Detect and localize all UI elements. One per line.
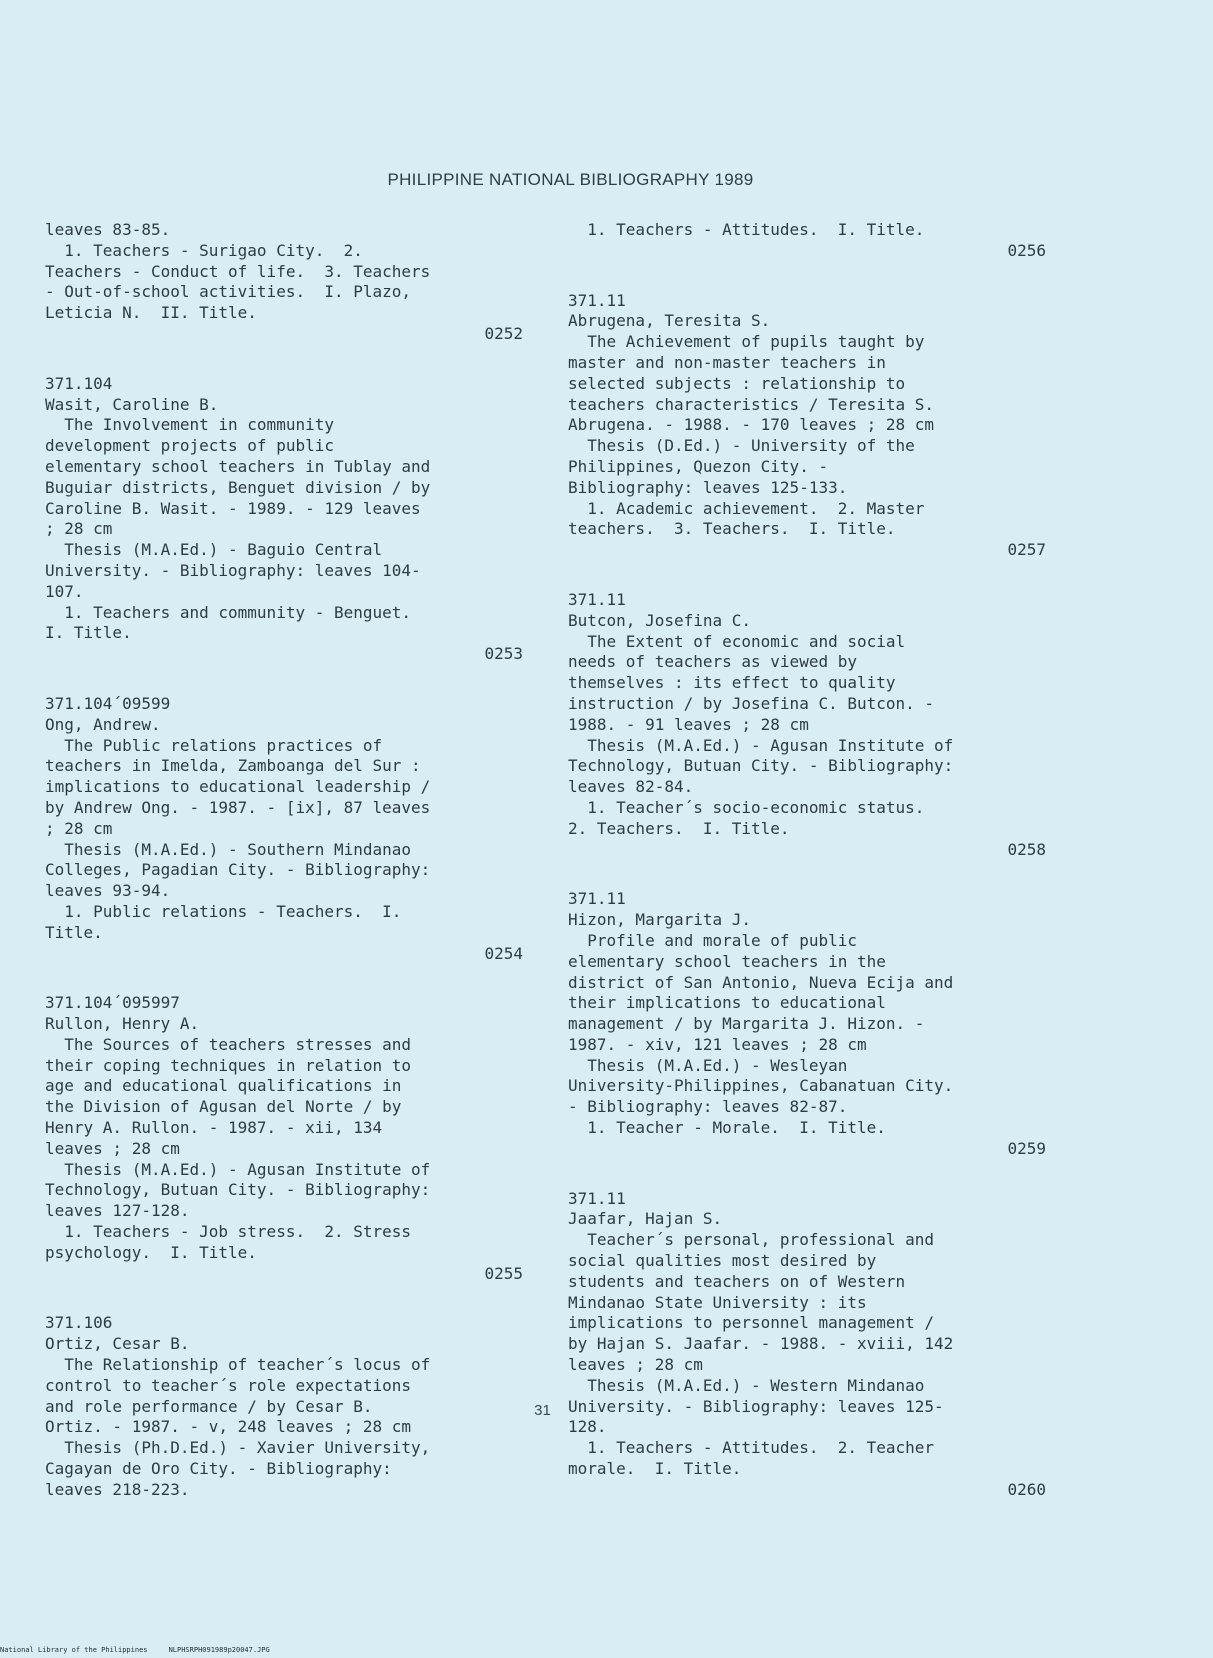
entry-line: elementary school teachers in the bbox=[568, 951, 886, 971]
entry-line: 371.11 bbox=[568, 589, 626, 609]
entry-line: 107. bbox=[45, 581, 84, 601]
entry-line: 1. Teachers - Attitudes. I. Title. bbox=[568, 220, 925, 239]
bibliography-entry bbox=[45, 220, 523, 345]
entry-line: 371.11 bbox=[568, 889, 626, 909]
bibliography-entry bbox=[45, 374, 523, 665]
entry-number: 0254 bbox=[484, 943, 523, 963]
entry-line: Bibliography: leaves 125-133. bbox=[568, 477, 848, 497]
entry-line: Thesis (M.A.Ed.) - Agusan Institute of bbox=[45, 1159, 431, 1179]
entry-line: - Out-of-school activities. I. Plazo, bbox=[45, 282, 412, 302]
entry-line: leaves 127-128. bbox=[45, 1201, 190, 1221]
entry-line: Rullon, Henry A. bbox=[45, 1014, 200, 1034]
entry-line: I. Title. bbox=[45, 623, 132, 643]
entry-line: the Division of Agusan del Norte / by bbox=[45, 1097, 402, 1117]
entry-line: 2. Teachers. I. Title. bbox=[568, 818, 790, 838]
entry-line: Ortiz. - 1987. - v, 248 leaves ; 28 cm bbox=[45, 1417, 412, 1437]
entry-line: and role performance / by Cesar B. bbox=[45, 1396, 373, 1416]
bibliography-entry bbox=[45, 694, 523, 964]
entry-line: ; 28 cm bbox=[45, 818, 113, 838]
entry-line: leaves 218-223. bbox=[45, 1479, 190, 1499]
entry-line: Profile and morale of public bbox=[568, 930, 857, 950]
entry-line: 371.11 bbox=[568, 290, 626, 310]
entry-line: elementary school teachers in Tublay and bbox=[45, 456, 431, 476]
bibliography-entry bbox=[568, 889, 1046, 1159]
entry-line: University-Philippines, Cabanatuan City. bbox=[568, 1076, 954, 1096]
entry-line: 1988. - 91 leaves ; 28 cm bbox=[568, 714, 809, 734]
bibliography-entry bbox=[568, 291, 1046, 561]
entry-line: leaves 83-85. bbox=[45, 220, 171, 239]
entry-line: social qualities most desired by bbox=[568, 1251, 877, 1271]
entry-line: The Extent of economic and social bbox=[568, 631, 906, 651]
entry-line: The Public relations practices of bbox=[45, 735, 383, 755]
entry-line: Cagayan de Oro City. - Bibliography: bbox=[45, 1459, 392, 1479]
entry-line: 371.104´09599 bbox=[45, 693, 171, 713]
entry-line: age and educational qualifications in bbox=[45, 1076, 402, 1096]
entry-line: psychology. I. Title. bbox=[45, 1242, 257, 1262]
entry-line: Philippines, Quezon City. - bbox=[568, 456, 829, 476]
entry-line: students and teachers on of Western bbox=[568, 1271, 906, 1291]
entry-line: implications to personnel management / bbox=[568, 1313, 935, 1333]
entry-line: 1. Teachers - Attitudes. 2. Teacher bbox=[568, 1438, 935, 1458]
entry-number: 0256 bbox=[1007, 240, 1046, 260]
entry-line: their coping techniques in relation to bbox=[45, 1055, 412, 1075]
entry-line: Leticia N. II. Title. bbox=[45, 303, 257, 323]
entry-line: implications to educational leadership / bbox=[45, 777, 431, 797]
entry-line: Thesis (Ph.D.Ed.) - Xavier University, bbox=[45, 1438, 431, 1458]
entry-line: Buguiar districts, Benguet division / by bbox=[45, 477, 431, 497]
entry-line: themselves : its effect to quality bbox=[568, 673, 896, 693]
entry-line: Thesis (M.A.Ed.) - Western Mindanao bbox=[568, 1375, 925, 1395]
entry-line: by Hajan S. Jaafar. - 1988. - xviii, 142 bbox=[568, 1334, 954, 1354]
entry-line: 1. Teacher - Morale. I. Title. bbox=[568, 1118, 886, 1138]
bibliography-entry bbox=[45, 993, 523, 1284]
entry-line: The Involvement in community bbox=[45, 415, 334, 435]
entry-line: teachers. 3. Teachers. I. Title. bbox=[568, 519, 896, 539]
entry-line: Henry A. Rullon. - 1987. - xii, 134 bbox=[45, 1118, 383, 1138]
entry-line: Thesis (D.Ed.) - University of the bbox=[568, 436, 915, 456]
entry-line: Thesis (M.A.Ed.) - Baguio Central bbox=[45, 540, 383, 560]
entry-number: 0253 bbox=[484, 644, 523, 664]
entry-line: Caroline B. Wasit. - 1989. - 129 leaves bbox=[45, 498, 421, 518]
entry-line: development projects of public bbox=[45, 436, 334, 456]
entry-line: Technology, Butuan City. - Bibliography: bbox=[568, 756, 954, 776]
entry-number: 0257 bbox=[1007, 540, 1046, 560]
entry-line: teachers in Imelda, Zamboanga del Sur : bbox=[45, 756, 421, 776]
entry-line: 1987. - xiv, 121 leaves ; 28 cm bbox=[568, 1034, 867, 1054]
entry-number: 0258 bbox=[1007, 839, 1046, 859]
entry-line: Mindanao State University : its bbox=[568, 1292, 867, 1312]
entry-line: Thesis (M.A.Ed.) - Southern Mindanao bbox=[45, 839, 412, 859]
entry-line: University. - Bibliography: leaves 104- bbox=[45, 560, 421, 580]
entry-line: needs of teachers as viewed by bbox=[568, 652, 857, 672]
entry-line: leaves ; 28 cm bbox=[45, 1138, 180, 1158]
bibliography-entry bbox=[568, 1189, 1046, 1501]
entry-line: instruction / by Josefina C. Butcon. - bbox=[568, 693, 935, 713]
bibliography-entry bbox=[568, 220, 1046, 262]
entry-line: The Achievement of pupils taught by bbox=[568, 332, 925, 352]
entry-line: Teachers - Conduct of life. 3. Teachers bbox=[45, 261, 431, 281]
entry-line: morale. I. Title. bbox=[568, 1459, 742, 1479]
entry-line: Abrugena. - 1988. - 170 leaves ; 28 cm bbox=[568, 415, 935, 435]
entry-line: teachers characteristics / Teresita S. bbox=[568, 394, 935, 414]
entry-line: Wasit, Caroline B. bbox=[45, 394, 219, 414]
page-header: PHILIPPINE NATIONAL BIBLIOGRAPHY 1989 bbox=[387, 170, 754, 189]
entry-number: 0260 bbox=[1007, 1479, 1046, 1499]
entry-line: Jaafar, Hajan S. bbox=[568, 1209, 723, 1229]
entry-line: 371.104´095997 bbox=[45, 993, 180, 1013]
entry-line: 1. Public relations - Teachers. I. bbox=[45, 901, 402, 921]
entry-line: Ortiz, Cesar B. bbox=[45, 1334, 190, 1354]
left-column bbox=[45, 220, 523, 1530]
entry-line: 371.106 bbox=[45, 1313, 113, 1333]
entry-line: Ong, Andrew. bbox=[45, 714, 161, 734]
entry-number: 0252 bbox=[484, 323, 523, 343]
entry-line: 371.104 bbox=[45, 373, 113, 393]
entry-line: Technology, Butuan City. - Bibliography: bbox=[45, 1180, 431, 1200]
entry-line: 128. bbox=[568, 1417, 607, 1437]
entry-line: master and non-master teachers in bbox=[568, 352, 886, 372]
entry-line: district of San Antonio, Nueva Ecija and bbox=[568, 972, 954, 992]
entry-line: 1. Academic achievement. 2. Master bbox=[568, 498, 925, 518]
entry-number: 0259 bbox=[1007, 1138, 1046, 1158]
entry-line: Butcon, Josefina C. bbox=[568, 610, 752, 630]
entry-line: Hizon, Margarita J. bbox=[568, 910, 752, 930]
entry-line: leaves ; 28 cm bbox=[568, 1355, 703, 1375]
entry-line: - Bibliography: leaves 82-87. bbox=[568, 1097, 848, 1117]
entry-line: their implications to educational bbox=[568, 993, 886, 1013]
entry-line: Abrugena, Teresita S. bbox=[568, 311, 771, 331]
entry-line: by Andrew Ong. - 1987. - [ix], 87 leaves bbox=[45, 797, 431, 817]
entry-line: 1. Teachers and community - Benguet. bbox=[45, 602, 412, 622]
entry-line: 1. Teachers - Surigao City. 2. bbox=[45, 240, 363, 260]
entry-line: Thesis (M.A.Ed.) - Agusan Institute of bbox=[568, 735, 954, 755]
entry-number: 0255 bbox=[484, 1263, 523, 1283]
entry-line: leaves 93-94. bbox=[45, 881, 171, 901]
entry-line: Title. bbox=[45, 922, 103, 942]
entry-line: University. - Bibliography: leaves 125- bbox=[568, 1396, 944, 1416]
right-column bbox=[568, 220, 1046, 1530]
entry-line: 1. Teachers - Job stress. 2. Stress bbox=[45, 1222, 412, 1242]
entry-line: Colleges, Pagadian City. - Bibliography: bbox=[45, 860, 431, 880]
entry-line: 1. Teacher´s socio-economic status. bbox=[568, 797, 925, 817]
entry-line: control to teacher´s role expectations bbox=[45, 1375, 412, 1395]
entry-line: ; 28 cm bbox=[45, 519, 113, 539]
entry-line: leaves 82-84. bbox=[568, 777, 694, 797]
bibliography-entry bbox=[568, 590, 1046, 860]
scan-footer: National Library of the Philippines NLPHSRPH091989p20047.JPG bbox=[0, 1646, 270, 1654]
entry-line: selected subjects : relationship to bbox=[568, 373, 906, 393]
entry-line: management / by Margarita J. Hizon. - bbox=[568, 1014, 925, 1034]
entry-line: Thesis (M.A.Ed.) - Wesleyan bbox=[568, 1055, 848, 1075]
entry-line: The Sources of teachers stresses and bbox=[45, 1034, 412, 1054]
page-number: 31 bbox=[534, 1402, 551, 1419]
entry-line: The Relationship of teacher´s locus of bbox=[45, 1355, 431, 1375]
entry-line: 371.11 bbox=[568, 1188, 626, 1208]
entry-line: Teacher´s personal, professional and bbox=[568, 1230, 935, 1250]
